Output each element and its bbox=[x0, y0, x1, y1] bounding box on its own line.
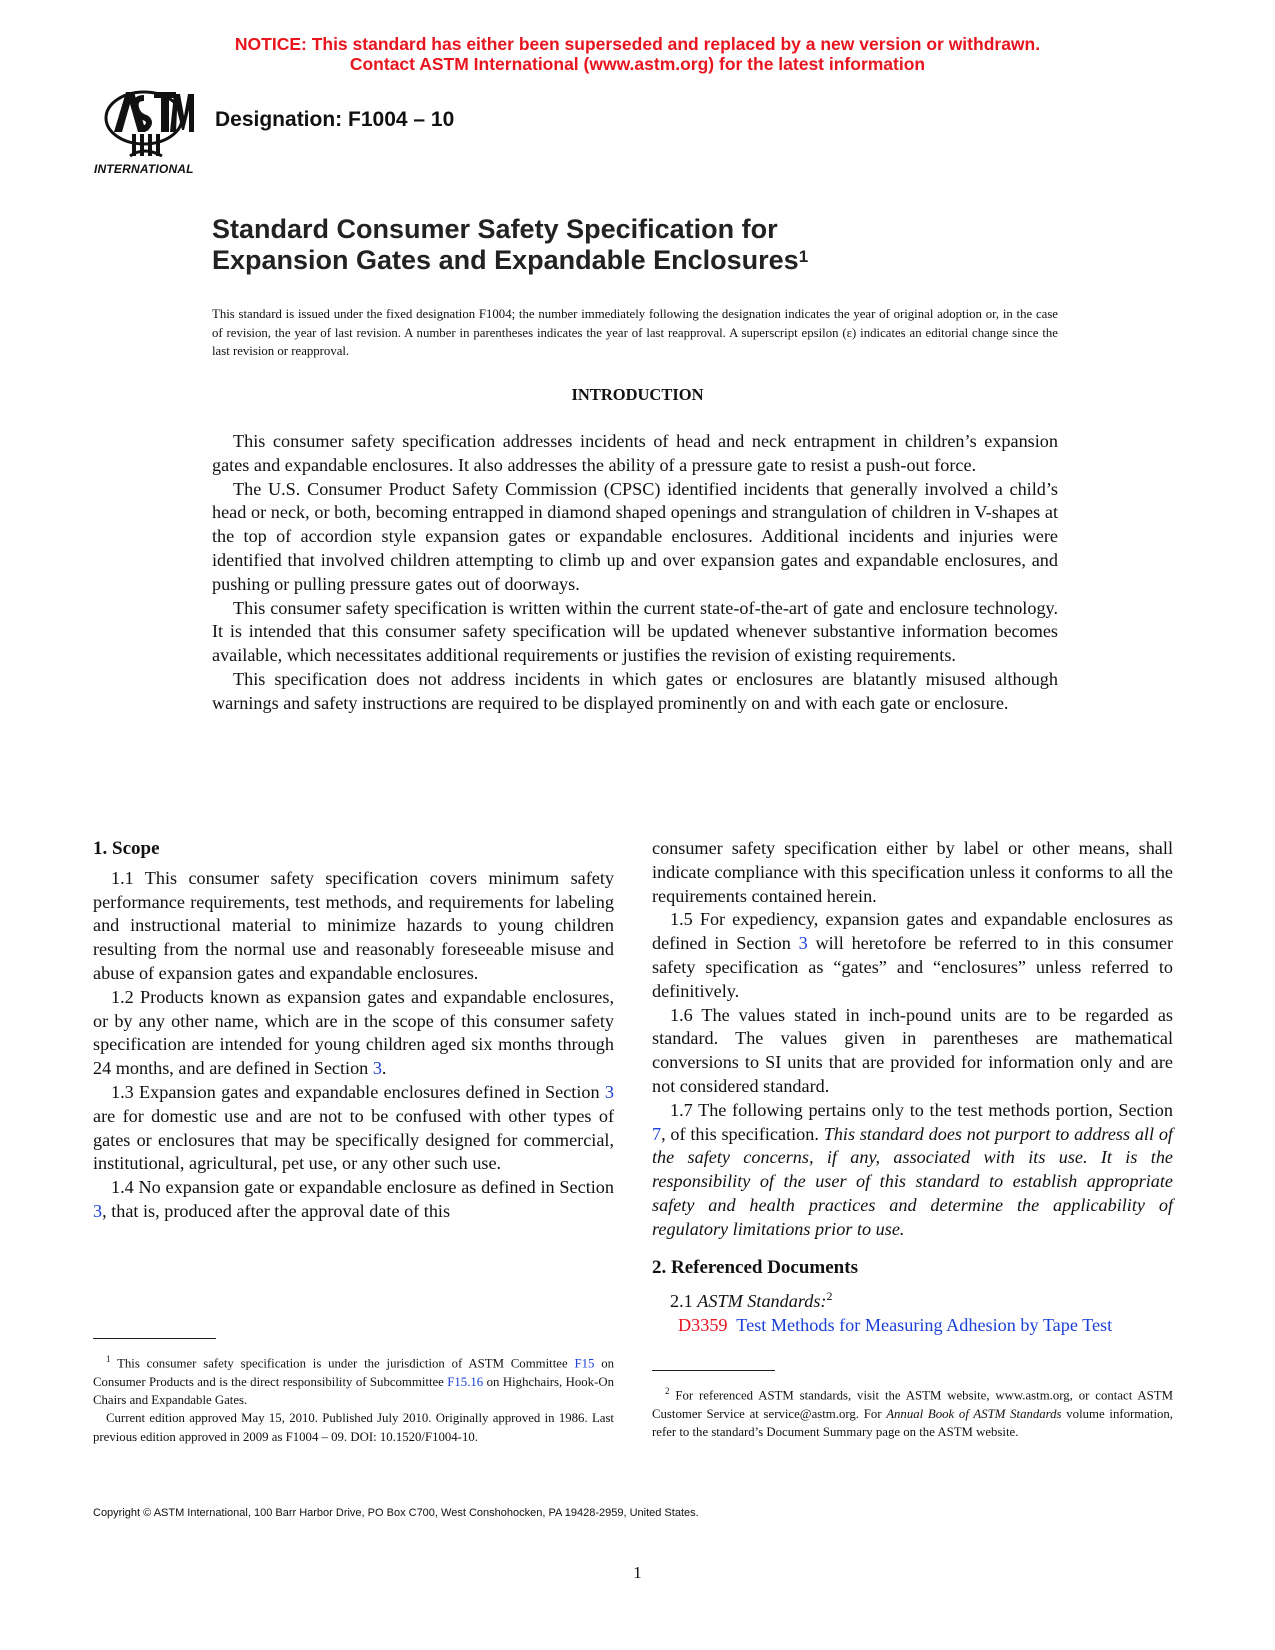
section-3-link[interactable]: 3 bbox=[93, 1200, 103, 1221]
section-7-link[interactable]: 7 bbox=[652, 1123, 662, 1144]
astm-logo-icon bbox=[94, 86, 204, 184]
preamble: This standard is issued under the fixed designation F1004; the number immediately following the designation indicates the year of original adoption or, in the case of revision, the year of last revision. A number in parentheses indicates the year of last reapproval. A superscript epsilon (ε) indicates an editorial change since the last revision or reapproval. bbox=[212, 307, 1058, 358]
footnote-2: $^2$ For referenced ASTM standards, visit the ASTM website, www.astm.org, or contact ASTM Customer Service at service@astm.org. For Annual Book of ASTM Standards volume information, refer to the standard’s Document Summary page on the ASTM website. bbox=[652, 1386, 1174, 1440]
document-title bbox=[212, 214, 808, 276]
standard-title-link[interactable]: Test Methods for Measuring Adhesion by Tape Test bbox=[736, 1315, 1113, 1336]
notice-line-2: Contact ASTM International (www.astm.org) for the latest information bbox=[349, 54, 926, 74]
paragraph-1-5: 1.5 For expediency, expansion gates and expandable enclosures as defined in Section 3 will heretofore be referred to in this consumer safety specification as “gates” and “enclosures” unless referred to definitively. bbox=[652, 909, 1173, 1001]
copyright-line: Copyright © ASTM International, 100 Barr Harbor Drive, PO Box C700, West Conshohocken, PA 19428-2959, United States. bbox=[93, 1507, 699, 1519]
paragraph-1-4-continued: consumer safety specification either by label or other means, shall indicate compliance with this specification unless it conforms to all the requirements contained herein. bbox=[652, 838, 1173, 906]
footnote-divider bbox=[93, 1338, 216, 1339]
subcommittee-f15-16-link[interactable]: F15.16 bbox=[447, 1374, 484, 1389]
right-column bbox=[652, 837, 1173, 1338]
designation: Designation: F1004 – 10 bbox=[215, 108, 455, 131]
intro-paragraph: This specification does not address incidents in which gates or enclosures are blatantly misused although warnings and safety instructions are required to be displayed prominently on and with each gate or enclosure. bbox=[212, 668, 1058, 713]
title-line-1: Standard Consumer Safety Specification for bbox=[212, 214, 778, 244]
paragraph-1-1: 1.1 This consumer safety specification covers minimum safety performance requirements, test methods, and requirements for labeling and instructional material to minimize hazards to young children resulting from the normal use and reasonably foreseeable misuse and abuse of expansion gates and expandable enclosures. bbox=[93, 867, 614, 983]
paragraph-1-7: 1.7 The following pertains only to the test methods portion, Section 7, of this specification. This standard does not purport to address all of the safety concerns, if any, associated with its use. It is the responsibility of the user of this standard to establish appropriate safety and health practices and determine the applicability of regulatory limitations prior to use. bbox=[652, 1099, 1173, 1239]
section-heading-scope: 1. Scope bbox=[93, 838, 160, 859]
footnote-divider bbox=[652, 1370, 775, 1371]
notice-line-1: NOTICE: This standard has either been superseded and replaced by a new version or withdrawn. bbox=[234, 34, 1041, 54]
paragraph-1-6: 1.6 The values stated in inch-pound units are to be regarded as standard. The values given in parentheses are mathematical conversions to SI units that are provided for information only and are not considered standard. bbox=[652, 1004, 1173, 1096]
footnote-1: $^1$ This consumer safety specification is under the jurisdiction of ASTM Committee F15 on Consumer Products and is the direct responsibility of Subcommittee F15.16 on Highchairs, Hook-On Chairs and Expandable Gates. Current edition approved May 15, 2010. Published July 2010. Originally approved in 1986. Last previous edition approved in 2009 as F1004 – 09. DOI: 10.1520/F1004-10. bbox=[93, 1350, 614, 1446]
committee-f15-link[interactable]: F15 bbox=[574, 1356, 595, 1371]
introduction-body bbox=[212, 430, 1058, 716]
intro-paragraph: This consumer safety specification addresses incidents of head and neck entrapment in children’s expansion gates and expandable enclosures. It also addresses the ability of a pressure gate to resist a push-out force. bbox=[212, 431, 1058, 475]
superseded-notice bbox=[0, 34, 1275, 74]
referenced-standard-d3359[interactable] bbox=[652, 1314, 1173, 1338]
intro-paragraph: The U.S. Consumer Product Safety Commission (CPSC) identified incidents that generally involved a child’s head or neck, or both, becoming entrapped in diamond shaped openings and strangulation of children in V-shapes at the top of accordion style expansion gates or expandable enclosures. Additional incidents and injuries were identified that involved children attempting to climb up and over expansion gates and expandable enclosures, and pushing or pulling pressure gates out of doorways. bbox=[212, 478, 1058, 594]
introduction-heading: INTRODUCTION bbox=[571, 385, 704, 404]
section-3-link[interactable]: 3 bbox=[372, 1058, 382, 1079]
title-footnote-ref: 1 bbox=[798, 247, 809, 266]
title-line-2: Expansion Gates and Expandable Enclosures$^1$ bbox=[212, 245, 809, 275]
paragraph-1-2: 1.2 Products known as expansion gates and expandable enclosures, or by any other name, which are in the scope of this consumer safety specification are intended for young children aged six months through 24 months, and are defined in Section 3. bbox=[93, 986, 614, 1079]
section-3-link[interactable]: 3 bbox=[798, 933, 808, 954]
paragraph-1-4: 1.4 No expansion gate or expandable enclosure as defined in Section 3, that is, produced after the approval date of this bbox=[93, 1177, 614, 1221]
logo-wordmark: INTERNATIONAL bbox=[94, 162, 194, 176]
intro-paragraph: This consumer safety specification is written within the current state-of-the-art of gate and enclosure technology. It is intended that this consumer safety specification will be updated whenever substantive information becomes available, which necessitates additional requirements or justifies the revision of existing requirements. bbox=[212, 597, 1058, 666]
footnote-1-edition: Current edition approved May 15, 2010. Published July 2010. Originally approved in 1986. Last previous edition approved in 2009 as F1004 – 09. DOI: 10.1520/F1004-10. bbox=[93, 1411, 614, 1444]
section-3-link[interactable]: 3 bbox=[604, 1081, 614, 1102]
standard-code-link[interactable]: D3359 bbox=[678, 1315, 728, 1336]
paragraph-2-1: 2.1 ASTM Standards:$^2$ bbox=[670, 1289, 833, 1312]
paragraph-1-3: 1.3 Expansion gates and expandable enclosures defined in Section 3 are for domestic use and are not to be confused with other types of gates or enclosures that may be specifically designed for commercial, institutional, agricultural, pet use, or any other such use. bbox=[93, 1081, 614, 1174]
page-number: 1 bbox=[633, 1563, 642, 1582]
left-column bbox=[93, 837, 614, 1224]
section-heading-referenced-documents: 2. Referenced Documents bbox=[652, 1256, 858, 1278]
